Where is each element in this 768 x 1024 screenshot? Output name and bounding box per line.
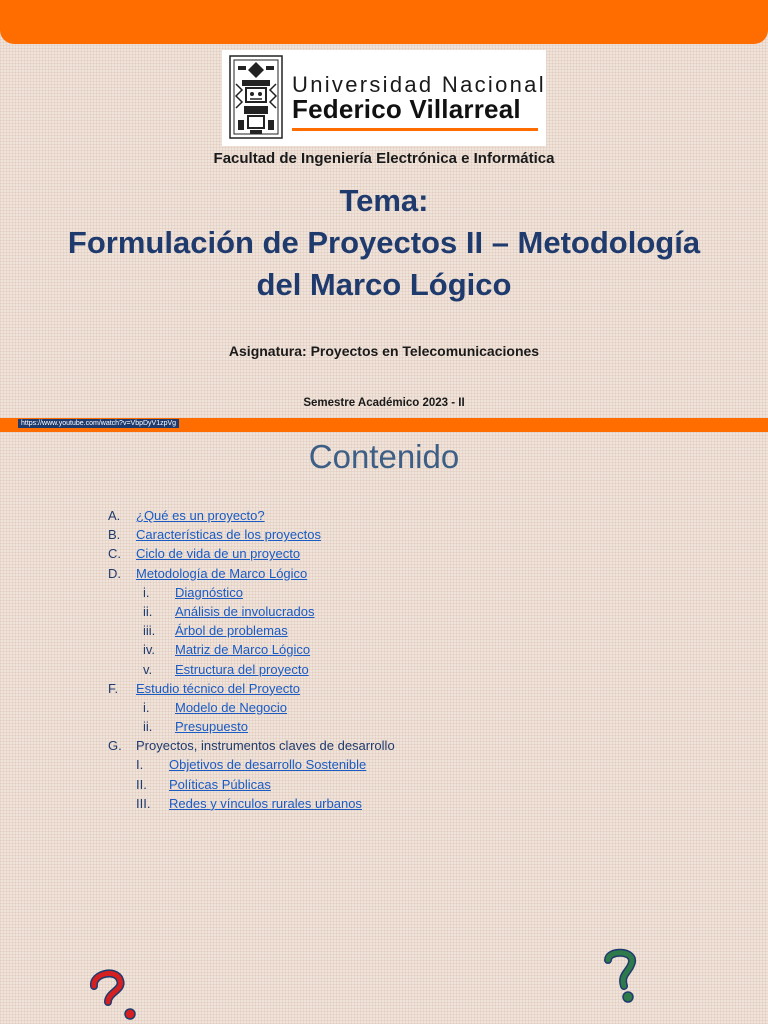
- toc-item-link[interactable]: Diagnóstico: [175, 584, 243, 600]
- toc-item-link[interactable]: Ciclo de vida de un proyecto: [136, 546, 301, 562]
- top-orange-banner: [0, 0, 768, 44]
- toc-item-marker: C.: [108, 546, 121, 562]
- topic-title-line-2: del Marco Lógico: [256, 267, 512, 302]
- toc-item-marker: ii.: [143, 719, 153, 735]
- toc-item[interactable]: [108, 602, 708, 621]
- course-name: Asignatura: Proyectos en Telecomunicaciones: [228, 343, 540, 359]
- toc-item-marker: B.: [108, 527, 121, 543]
- toc-item-link[interactable]: ¿Qué es un proyecto?: [136, 508, 265, 523]
- toc-item-marker: v.: [143, 661, 153, 677]
- toc-item[interactable]: [108, 679, 708, 698]
- toc-item-marker: G.: [108, 738, 122, 754]
- toc-item-marker: F.: [108, 680, 119, 696]
- university-logo: [222, 50, 546, 146]
- youtube-video-link[interactable]: https://www.youtube.com/watch?v=VbpDyV1zpVg: [18, 419, 179, 428]
- question-mark-icon: [86, 968, 136, 1020]
- toc-item-marker: i.: [143, 699, 150, 715]
- toc-item-link[interactable]: Estudio técnico del Proyecto: [136, 680, 301, 696]
- logo-underline: [292, 128, 538, 131]
- toc-item-link[interactable]: Objetivos de desarrollo Sostenible: [169, 757, 367, 773]
- topic-title-line-1: Formulación de Proyectos II – Metodología: [67, 225, 701, 260]
- toc-item[interactable]: [108, 755, 708, 774]
- toc-item-marker: i.: [143, 584, 150, 600]
- toc-item-link[interactable]: Presupuesto: [175, 719, 248, 735]
- toc-item-link[interactable]: Características de los proyectos: [136, 527, 321, 543]
- toc-item[interactable]: [108, 660, 708, 679]
- toc-item[interactable]: [108, 544, 708, 563]
- toc-item[interactable]: [108, 564, 708, 583]
- toc-item-link[interactable]: Políticas Públicas: [169, 776, 271, 792]
- toc-item-label: Proyectos, instrumentos claves de desarrollo: [136, 738, 395, 754]
- toc-item[interactable]: [108, 698, 708, 717]
- semester: Semestre Académico 2023 - II: [303, 397, 465, 409]
- toc-item-marker: I.: [136, 757, 144, 773]
- toc-item[interactable]: [108, 525, 708, 544]
- toc-item-marker: II.: [136, 776, 147, 792]
- toc-item[interactable]: [108, 717, 708, 736]
- toc-item[interactable]: [108, 583, 708, 602]
- toc-item[interactable]: [108, 640, 708, 659]
- logo-federico-villarreal: Federico Villarreal: [292, 94, 521, 124]
- toc-item-link[interactable]: Estructura del proyecto: [175, 661, 309, 677]
- toc-item-marker: A.: [108, 508, 121, 523]
- topic-label: Tema:: [339, 183, 429, 218]
- toc-item-link[interactable]: Metodología de Marco Lógico: [136, 565, 308, 581]
- toc-item-link[interactable]: Análisis de involucrados: [175, 603, 315, 619]
- question-mark-icon: [598, 948, 644, 1004]
- toc-item[interactable]: [108, 621, 708, 640]
- toc-item[interactable]: [108, 775, 708, 794]
- toc-item[interactable]: [108, 794, 708, 813]
- logo-university-nacional: Universidad Nacional: [292, 72, 546, 97]
- toc-item: [108, 736, 708, 755]
- toc-item-marker: ii.: [143, 603, 153, 619]
- toc-item-link[interactable]: Redes y vínculos rurales urbanos: [169, 795, 362, 811]
- table-of-contents: [108, 506, 708, 813]
- topic-title: [0, 180, 768, 306]
- toc-item-marker: D.: [108, 565, 121, 581]
- university-emblem-icon: [228, 54, 284, 140]
- faculty-name: Facultad de Ingeniería Electrónica e Informática: [213, 150, 555, 167]
- toc-item-marker: iv.: [143, 642, 156, 658]
- toc-item-marker: III.: [136, 795, 151, 811]
- toc-item-marker: iii.: [143, 623, 156, 639]
- toc-item-link[interactable]: Modelo de Negocio: [175, 699, 288, 715]
- contents-heading: Contenido: [308, 438, 460, 475]
- toc-item-link[interactable]: Matriz de Marco Lógico: [175, 642, 311, 658]
- toc-item-link[interactable]: Árbol de problemas: [175, 623, 288, 639]
- toc-item[interactable]: [108, 506, 708, 525]
